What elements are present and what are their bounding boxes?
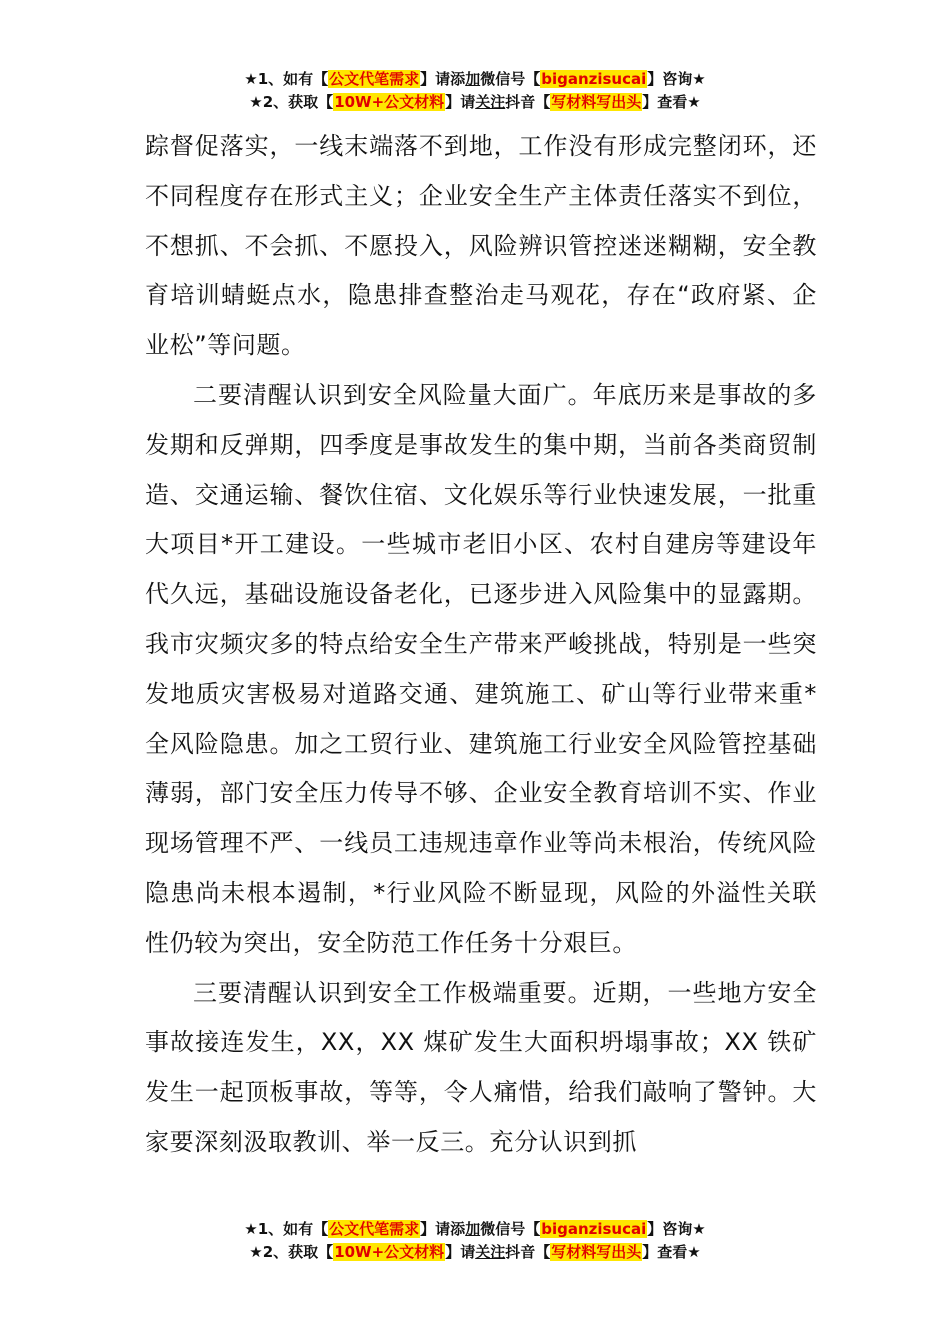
highlight-service: 公文代笔需求 bbox=[329, 70, 420, 88]
highlight-douyin: 写材料写出头 bbox=[551, 93, 642, 111]
highlight-service: 公文代笔需求 bbox=[329, 1220, 420, 1238]
banner-line-1: ★1、如有【公文代笔需求】请添加微信号【biganzisucai】咨询★ bbox=[244, 70, 706, 88]
highlight-materials: 10W+公文材料 bbox=[334, 93, 445, 111]
banner-line-1: ★1、如有【公文代笔需求】请添加微信号【biganzisucai】咨询★ bbox=[244, 1220, 706, 1238]
highlight-wechat-id: biganzisucai bbox=[541, 1220, 647, 1238]
banner-line-2: ★2、获取【10W+公文材料】请关注抖音【写材料写出头】查看★ bbox=[249, 93, 701, 111]
paragraph-1: 踪督促落实，一线末端落不到地，工作没有形成完整闭环，还不同程度存在形式主义；企业安全生产主体责任落实不到位，不想抓、不会抓、不愿投入，风险辨识管控迷迷糊糊，安全教育培训蜻蜓点水，隐患排查整治走马观花，存在“政府紧、企业松”等问题。 bbox=[145, 132, 817, 360]
header-banner bbox=[0, 68, 950, 114]
paragraph-3: 三要清醒认识到安全工作极端重要。近期，一些地方安全事故接连发生，XX，XX 煤矿发生大面积坍塌事故；XX 铁矿发生一起顶板事故，等等，令人痛惜，给我们敲响了警钟。大家要深刻汲取教训、举一反三。充分认识到抓 bbox=[145, 978, 817, 1156]
footer-banner bbox=[0, 1218, 950, 1264]
banner-line-2: ★2、获取【10W+公文材料】请关注抖音【写材料写出头】查看★ bbox=[249, 1243, 701, 1261]
document-body bbox=[145, 122, 817, 1168]
paragraph-2: 二要清醒认识到安全风险量大面广。年底历来是事故的多发期和反弹期，四季度是事故发生的集中期，当前各类商贸制造、交通运输、餐饮住宿、文化娱乐等行业快速发展，一批重大项目*开工建设。一些城市老旧小区、农村自建房等建设年代久远，基础设施设备老化，已逐步进入风险集中的显露期。我市灾频灾多的特点给安全生产带来严峻挑战，特别是一些突发地质灾害极易对道路交通、建筑施工、矿山等行业带来重*全风险隐患。加之工贸行业、建筑施工行业安全风险管控基础薄弱，部门安全压力传导不够、企业安全教育培训不实、作业现场管理不严、一线员工违规违章作业等尚未根治，传统风险隐患尚未根本遏制，*行业风险不断显现，风险的外溢性关联性仍较为突出，安全防范工作任务十分艰巨。 bbox=[145, 380, 817, 957]
highlight-douyin: 写材料写出头 bbox=[551, 1243, 642, 1261]
highlight-wechat-id: biganzisucai bbox=[541, 70, 647, 88]
highlight-materials: 10W+公文材料 bbox=[334, 1243, 445, 1261]
